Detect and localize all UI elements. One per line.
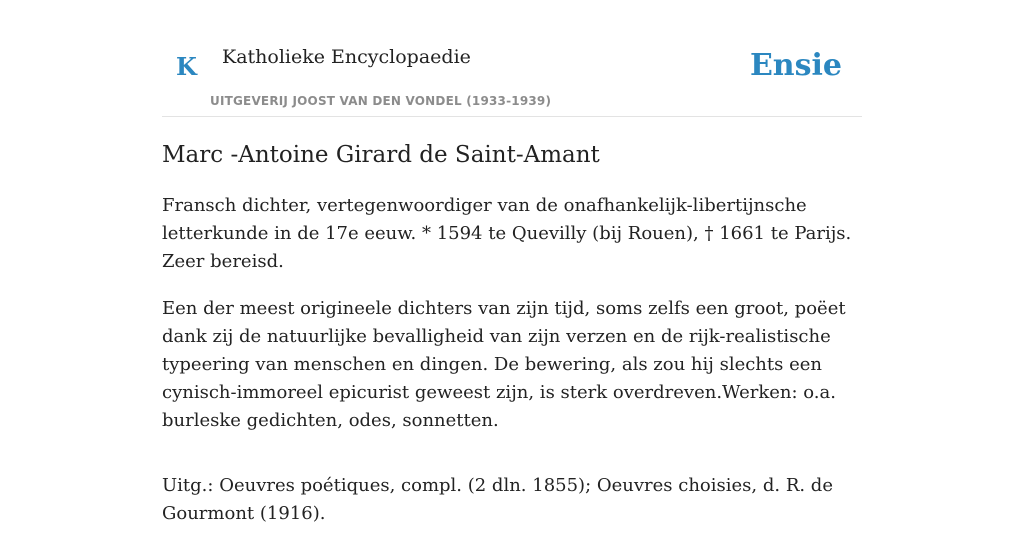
entry-paragraph-sources: Uitg.: Oeuvres poétiques, compl. (2 dln. 1855); Oeuvres choisies, d. R. de Gourmont (1916). xyxy=(162,475,833,524)
site-header xyxy=(162,0,862,117)
encyclopedia-logo-icon[interactable]: K xyxy=(176,52,197,81)
entry-title: Marc -Antoine Girard de Saint-Amant xyxy=(162,142,600,168)
encyclopedia-title[interactable]: Katholieke Encyclopaedie xyxy=(222,46,471,68)
publisher-subtitle: UITGEVERIJ JOOST VAN DEN VONDEL (1933-1939) xyxy=(210,94,552,108)
entry-paragraph-body: Een der meest origineele dichters van zijn tijd, soms zelfs een groot, poëet dank zij de natuurlijke bevalligheid van zijn verzen en de rijk-realistische typeering van menschen en dingen. De bewering, als zou hij slechts een cynisch-immoreel epicurist geweest zijn, is sterk overdreven.Werken: o.a. burleske gedichten, odes, sonnetten. xyxy=(162,298,846,431)
ensie-brand-link[interactable]: Ensie xyxy=(749,48,842,83)
entry-content xyxy=(162,138,862,547)
entry-paragraph-intro: Fransch dichter, vertegenwoordiger van de onafhankelijk-libertijnsche letterkunde in de 17e eeuw. * 1594 te Quevilly (bij Rouen), † 1661 te Parijs. Zeer bereisd. xyxy=(162,195,852,272)
